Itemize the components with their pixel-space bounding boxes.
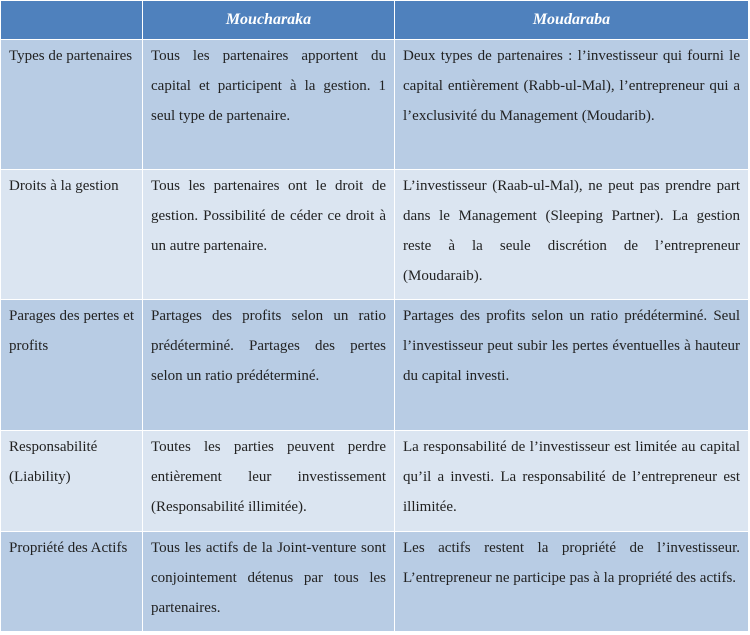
header-moudaraba: Moudaraba [395, 1, 749, 40]
table-row [1, 532, 749, 632]
moucharaka-cell: Partages des profits selon un ratio prédéterminé. Partages des pertes selon un ratio prédéterminé. [143, 300, 395, 431]
moucharaka-cell: Tous les partenaires ont le droit de gestion. Possibilité de céder ce droit à un autre partenaire. [143, 170, 395, 300]
moudaraba-cell: La responsabilité de l’investisseur est limitée au capital qu’il a investi. La responsabilité de l’entrepreneur est illimitée. [395, 431, 749, 532]
moucharaka-cell: Toutes les parties peuvent perdre entièrement leur investissement (Responsabilité illimitée). [143, 431, 395, 532]
table-row [1, 170, 749, 300]
row-label: Responsabilité (Liability) [1, 431, 143, 532]
row-label: Types de partenaires [1, 40, 143, 170]
header-blank-cell [1, 1, 143, 40]
row-label: Parages des pertes et profits [1, 300, 143, 431]
moudaraba-cell: L’investisseur (Raab-ul-Mal), ne peut pas prendre part dans le Management (Sleeping Partner). La gestion reste à la seule discrétion de l’entrepreneur (Moudaraib). [395, 170, 749, 300]
header-row [1, 1, 749, 40]
table-row [1, 431, 749, 532]
moudaraba-cell: Partages des profits selon un ratio prédéterminé. Seul l’investisseur peut subir les pertes éventuelles à hauteur du capital investi. [395, 300, 749, 431]
row-label: Propriété des Actifs [1, 532, 143, 632]
table-row [1, 300, 749, 431]
moucharaka-cell: Tous les actifs de la Joint-venture sont conjointement détenus par tous les partenaires. [143, 532, 395, 632]
table-row [1, 40, 749, 170]
moucharaka-cell: Tous les partenaires apportent du capital et participent à la gestion. 1 seul type de partenaire. [143, 40, 395, 170]
moudaraba-cell: Les actifs restent la propriété de l’investisseur. L’entrepreneur ne participe pas à la propriété des actifs. [395, 532, 749, 632]
row-label: Droits à la gestion [1, 170, 143, 300]
header-moucharaka: Moucharaka [143, 1, 395, 40]
moudaraba-cell: Deux types de partenaires : l’investisseur qui fourni le capital entièrement (Rabb-ul-Mal), l’entrepreneur qui a l’exclusivité du Management (Moudarib). [395, 40, 749, 170]
